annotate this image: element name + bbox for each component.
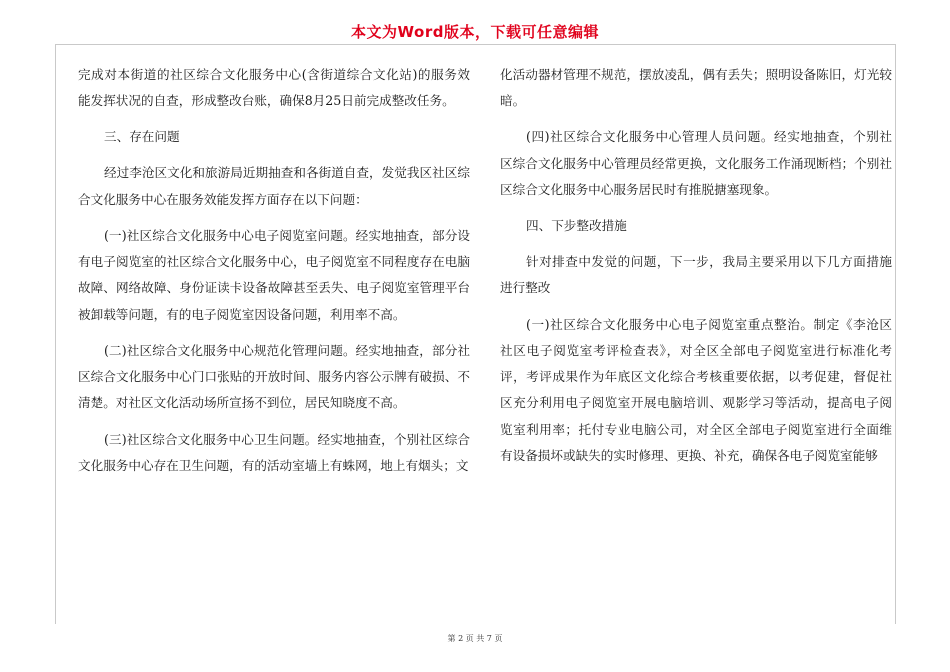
paragraph-gap: [500, 239, 892, 249]
paragraph: [500, 124, 892, 203]
text-line: (一)社区综合文化服务中心电子阅览室重点整治。制定《李沧区: [526, 316, 892, 332]
text-line: 针对排查中发觉的问题，下一步，我局主要采用以下几方面措施: [526, 254, 892, 270]
text-line: 四、下步整改措施: [526, 218, 627, 234]
text-line: 览室利用率；托付专业电脑公司，对全区全部电子阅览室进行全面维: [500, 421, 892, 437]
text-line: (四)社区综合文化服务中心管理人员问题。经实地抽查，个别社: [526, 129, 892, 145]
paragraph-gap: [78, 213, 470, 223]
text-line: 社区电子阅览室考评检查表》，对全区全部电子阅览室进行标准化考: [500, 342, 892, 358]
text-line: 被卸载等问题，有的电子阅览室因设备问题，利用率不高。: [78, 306, 406, 322]
paragraph: [500, 249, 892, 302]
page-frame-right: [895, 44, 896, 624]
paragraph-gap: [500, 115, 892, 125]
text-line: (二)社区综合文化服务中心规范化管理问题。经实地抽查，部分社: [104, 342, 470, 358]
text-line: 能发挥状况的自查，形成整改台账，确保8月25日前完成整改任务。: [78, 93, 455, 109]
text-line: 经过李沧区文化和旅游局近期抽查和各街道自查，发觉我区社区综: [104, 165, 470, 181]
page-frame-top: [55, 44, 895, 45]
text-line: 区充分利用电子阅览室开展电脑培训、观影学习等活动，提高电子阅: [500, 395, 892, 411]
text-line: 化活动器材管理不规范，摆放凌乱，偶有丢失；照明设备陈旧，灯光较: [500, 67, 892, 82]
text-line: 有设备损坏或缺失的实时修理、更换、补充，确保各电子阅览室能够: [500, 448, 878, 464]
paragraph: [78, 223, 470, 328]
page-number: 第 2 页 共 7 页: [447, 634, 503, 643]
text-line: 区综合文化服务中心管理员经常更换，文化服务工作涌现断档；个别社: [500, 155, 892, 171]
right-text-column: [500, 62, 892, 469]
text-line: (三)社区综合文化服务中心卫生问题。经实地抽查，个别社区综合: [104, 431, 470, 447]
paragraph-gap: [78, 417, 470, 427]
paragraph: [78, 160, 470, 213]
paragraph-gap: [78, 328, 470, 338]
paragraph: [500, 62, 892, 115]
download-banner: 本文为Word版本，下载可任意编辑: [351, 23, 599, 41]
text-line: 进行整改: [500, 280, 551, 296]
text-line: 文化服务中心存在卫生问题，有的活动室墙上有蛛网，地上有烟头；文: [78, 457, 469, 473]
page-frame-left: [55, 44, 56, 624]
text-line: 有电子阅览室的社区综合文化服务中心，电子阅览室不同程度存在电脑: [78, 254, 470, 270]
paragraph: [500, 213, 892, 239]
paragraph-gap: [78, 151, 470, 161]
paragraph-gap: [78, 115, 470, 125]
text-line: 完成对本街道的社区综合文化服务中心(含街道综合文化站)的服务效: [78, 67, 470, 82]
text-line: (一)社区综合文化服务中心电子阅览室问题。经实地抽查，部分设: [104, 227, 470, 243]
paragraph-gap: [500, 203, 892, 213]
text-line: 三、存在问题: [104, 129, 180, 145]
text-line: 评，考评成果作为年底区文化综合考核重要依据，以考促建，督促社: [500, 369, 892, 385]
text-line: 区综合文化服务中心服务居民时有推脱搪塞现象。: [500, 181, 778, 197]
paragraph: [78, 124, 470, 150]
text-line: 合文化服务中心在服务效能发挥方面存在以下问题：: [78, 191, 368, 207]
paragraph: [500, 312, 892, 470]
paragraph: [78, 427, 470, 480]
paragraph-gap: [500, 302, 892, 312]
text-line: 暗。: [500, 93, 526, 109]
paragraph: [78, 62, 470, 115]
text-line: 故障、网络故障、身份证读卡设备故障甚至丢失、电子阅览室管理平台: [78, 280, 470, 296]
paragraph: [78, 338, 470, 417]
text-line: 区综合文化服务中心门口张贴的开放时间、服务内容公示牌有破损、不: [78, 369, 470, 385]
text-line: 清楚。对社区文化活动场所宣扬不到位，居民知晓度不高。: [78, 395, 406, 411]
left-text-column: [78, 62, 470, 479]
